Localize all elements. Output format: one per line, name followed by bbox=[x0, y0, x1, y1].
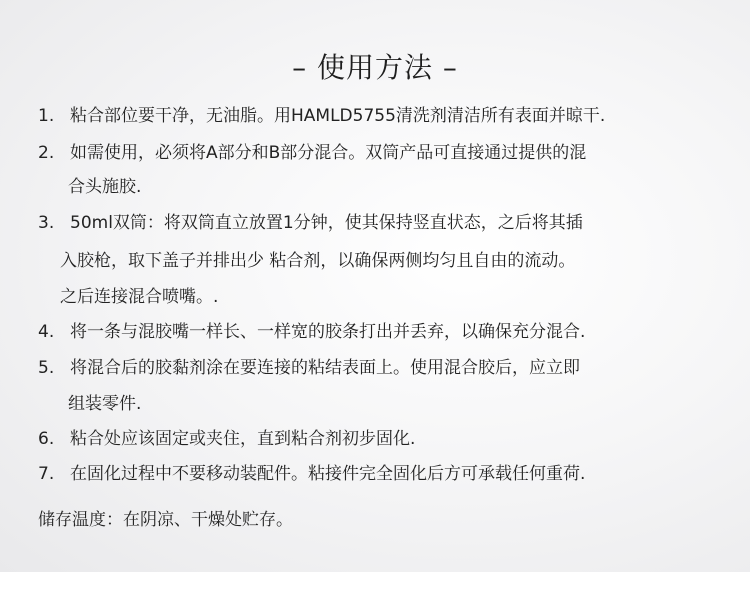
step-number: 4. bbox=[38, 322, 55, 342]
step-4 bbox=[38, 320, 585, 344]
step-number: 2. bbox=[38, 143, 55, 163]
step-text: 如需使用，必须将A部分和B部分混合。双筒产品可直接通过提供的混 bbox=[70, 143, 587, 163]
step-3-continued-2 bbox=[60, 285, 218, 309]
storage-note: 储存温度：在阴凉、干燥处贮存。 bbox=[38, 510, 293, 530]
step-number: 5. bbox=[38, 358, 55, 378]
step-text: 将混合后的胶黏剂涂在要连接的粘结表面上。使用混合胶后，应立即 bbox=[70, 358, 580, 378]
step-text: 粘合处应该固定或夹住，直到粘合剂初步固化. bbox=[70, 429, 416, 449]
step-text: 组装零件. bbox=[68, 394, 142, 414]
step-5-continued bbox=[68, 392, 141, 416]
step-1 bbox=[38, 104, 605, 128]
step-5 bbox=[38, 356, 580, 380]
step-7 bbox=[38, 462, 585, 486]
step-number: 7. bbox=[38, 464, 55, 484]
step-2-continued bbox=[68, 175, 141, 199]
step-number: 6. bbox=[38, 429, 55, 449]
page-title: – 使用方法 – bbox=[292, 51, 458, 84]
step-text: 之后连接混合喷嘴。. bbox=[60, 287, 219, 307]
step-number: 3. bbox=[38, 213, 55, 233]
step-3-continued-1 bbox=[60, 249, 575, 273]
step-text: 入胶枪，取下盖子并排出少 粘合剂，以确保两侧均匀且自由的流动。 bbox=[60, 251, 576, 271]
step-text: 合头施胶. bbox=[68, 177, 142, 197]
step-2 bbox=[38, 141, 586, 165]
step-text: 50ml双筒：将双筒直立放置1分钟，使其保持竖直状态，之后将其插 bbox=[70, 213, 583, 233]
step-3 bbox=[38, 211, 583, 235]
step-6 bbox=[38, 427, 415, 451]
step-text: 在固化过程中不要移动装配件。粘接件完全固化后方可承载任何重荷. bbox=[70, 464, 586, 484]
step-text: 粘合部位要干净，无油脂。用HAMLD5755清洗剂清洁所有表面并晾干. bbox=[70, 106, 606, 126]
step-number: 1. bbox=[38, 106, 55, 126]
step-text: 将一条与混胶嘴一样长、一样宽的胶条打出并丢弃，以确保充分混合. bbox=[70, 322, 586, 342]
